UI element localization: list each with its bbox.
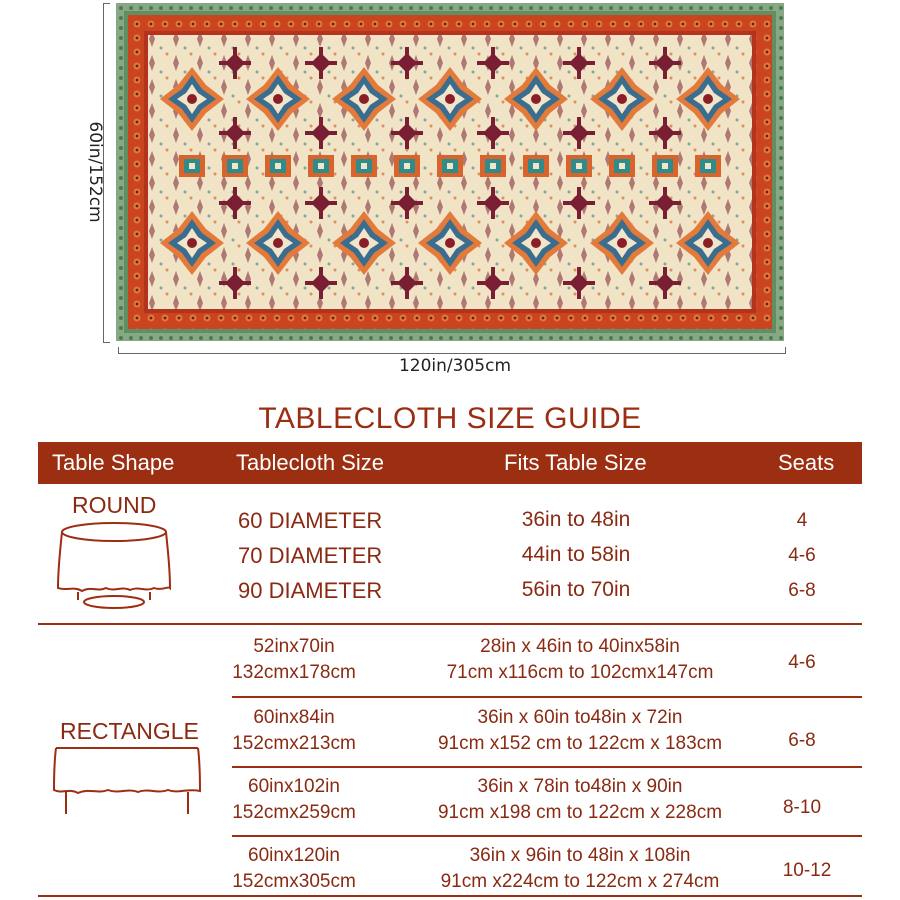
rect-row-4-size-in: 60inx120in <box>248 845 340 866</box>
rect-row-2-fits <box>420 705 740 757</box>
table-header <box>38 442 862 484</box>
rect-row-4-fits-in: 36in x 96in to 48in x 108in <box>469 845 691 866</box>
round-seats-3: 6-8 <box>788 580 816 601</box>
rect-row-1-size-cm: 132cmx178cm <box>232 662 356 683</box>
rectangle-label: RECTANGLE <box>60 718 199 744</box>
row-divider <box>232 696 862 698</box>
rect-row-4-seats: 10-12 <box>782 860 832 881</box>
round-seats-2: 4-6 <box>788 545 816 566</box>
rect-row-2-fits-cm: 91cm x152 cm to 122cm x 183cm <box>437 733 723 754</box>
rect-row-3-fits-in: 36in x 78in to48in x 90in <box>477 776 683 797</box>
round-fits-3: 56in to 70in <box>521 578 631 601</box>
round-size-1: 60 DIAMETER <box>238 508 383 533</box>
height-dimension-label: 60in/152cm <box>85 121 105 223</box>
rect-row-1-fits <box>420 634 740 686</box>
width-dimension-label: 120in/305cm <box>398 356 512 376</box>
size-guide-title: TABLECLOTH SIZE GUIDE <box>258 402 642 435</box>
rect-table-icon <box>48 744 206 824</box>
header-fits-table-size: Fits Table Size <box>504 450 647 475</box>
rect-row-1-fits-cm: 71cm x116cm to 102cmx147cm <box>446 662 714 683</box>
round-seats-1: 4 <box>796 510 808 531</box>
rect-row-1-size-in: 52inx70in <box>253 636 335 657</box>
rect-row-3-fits-cm: 91cm x198 cm to 122cm x 228cm <box>437 802 723 823</box>
section-divider <box>38 623 862 625</box>
round-fits-1: 36in to 48in <box>521 508 631 531</box>
rect-row-2-size <box>226 705 362 757</box>
rect-row-2-size-cm: 152cmx213cm <box>232 733 356 754</box>
rect-row-2-size-in: 60inx84in <box>253 707 335 728</box>
round-size-3: 90 DIAMETER <box>238 578 383 603</box>
header-tablecloth-size: Tablecloth Size <box>236 450 384 475</box>
rect-row-3-size-cm: 152cmx259cm <box>232 802 356 823</box>
rect-row-3-seats: 8-10 <box>782 797 822 818</box>
rect-row-3-fits <box>420 774 740 826</box>
rect-row-2-seats: 6-8 <box>788 730 816 751</box>
rect-row-2-fits-in: 36in x 60in to48in x 72in <box>477 707 683 728</box>
rect-row-4-size-cm: 152cmx305cm <box>232 871 356 892</box>
rect-row-3-size <box>226 774 362 826</box>
round-fits-2: 44in to 58in <box>521 543 631 566</box>
round-table-icon <box>52 518 176 614</box>
tablecloth-image <box>116 3 784 341</box>
round-size-2: 70 DIAMETER <box>238 543 383 568</box>
row-divider <box>232 766 862 768</box>
rect-row-4-fits <box>410 843 750 895</box>
rect-row-4-fits-cm: 91cm x224cm to 122cm x 274cm <box>440 871 720 892</box>
rect-row-1-size <box>226 634 362 686</box>
width-dimension-line <box>118 347 786 354</box>
round-label: ROUND <box>72 492 157 518</box>
row-divider <box>232 835 862 837</box>
header-seats: Seats <box>778 450 835 475</box>
rect-row-1-seats: 4-6 <box>788 652 816 673</box>
rect-row-1-fits-in: 28in x 46in to 40inx58in <box>480 636 680 657</box>
rect-row-3-size-in: 60inx102in <box>248 776 340 797</box>
rect-row-4-size <box>226 843 362 895</box>
table-bottom-border <box>38 895 862 897</box>
header-table-shape: Table Shape <box>52 450 175 475</box>
